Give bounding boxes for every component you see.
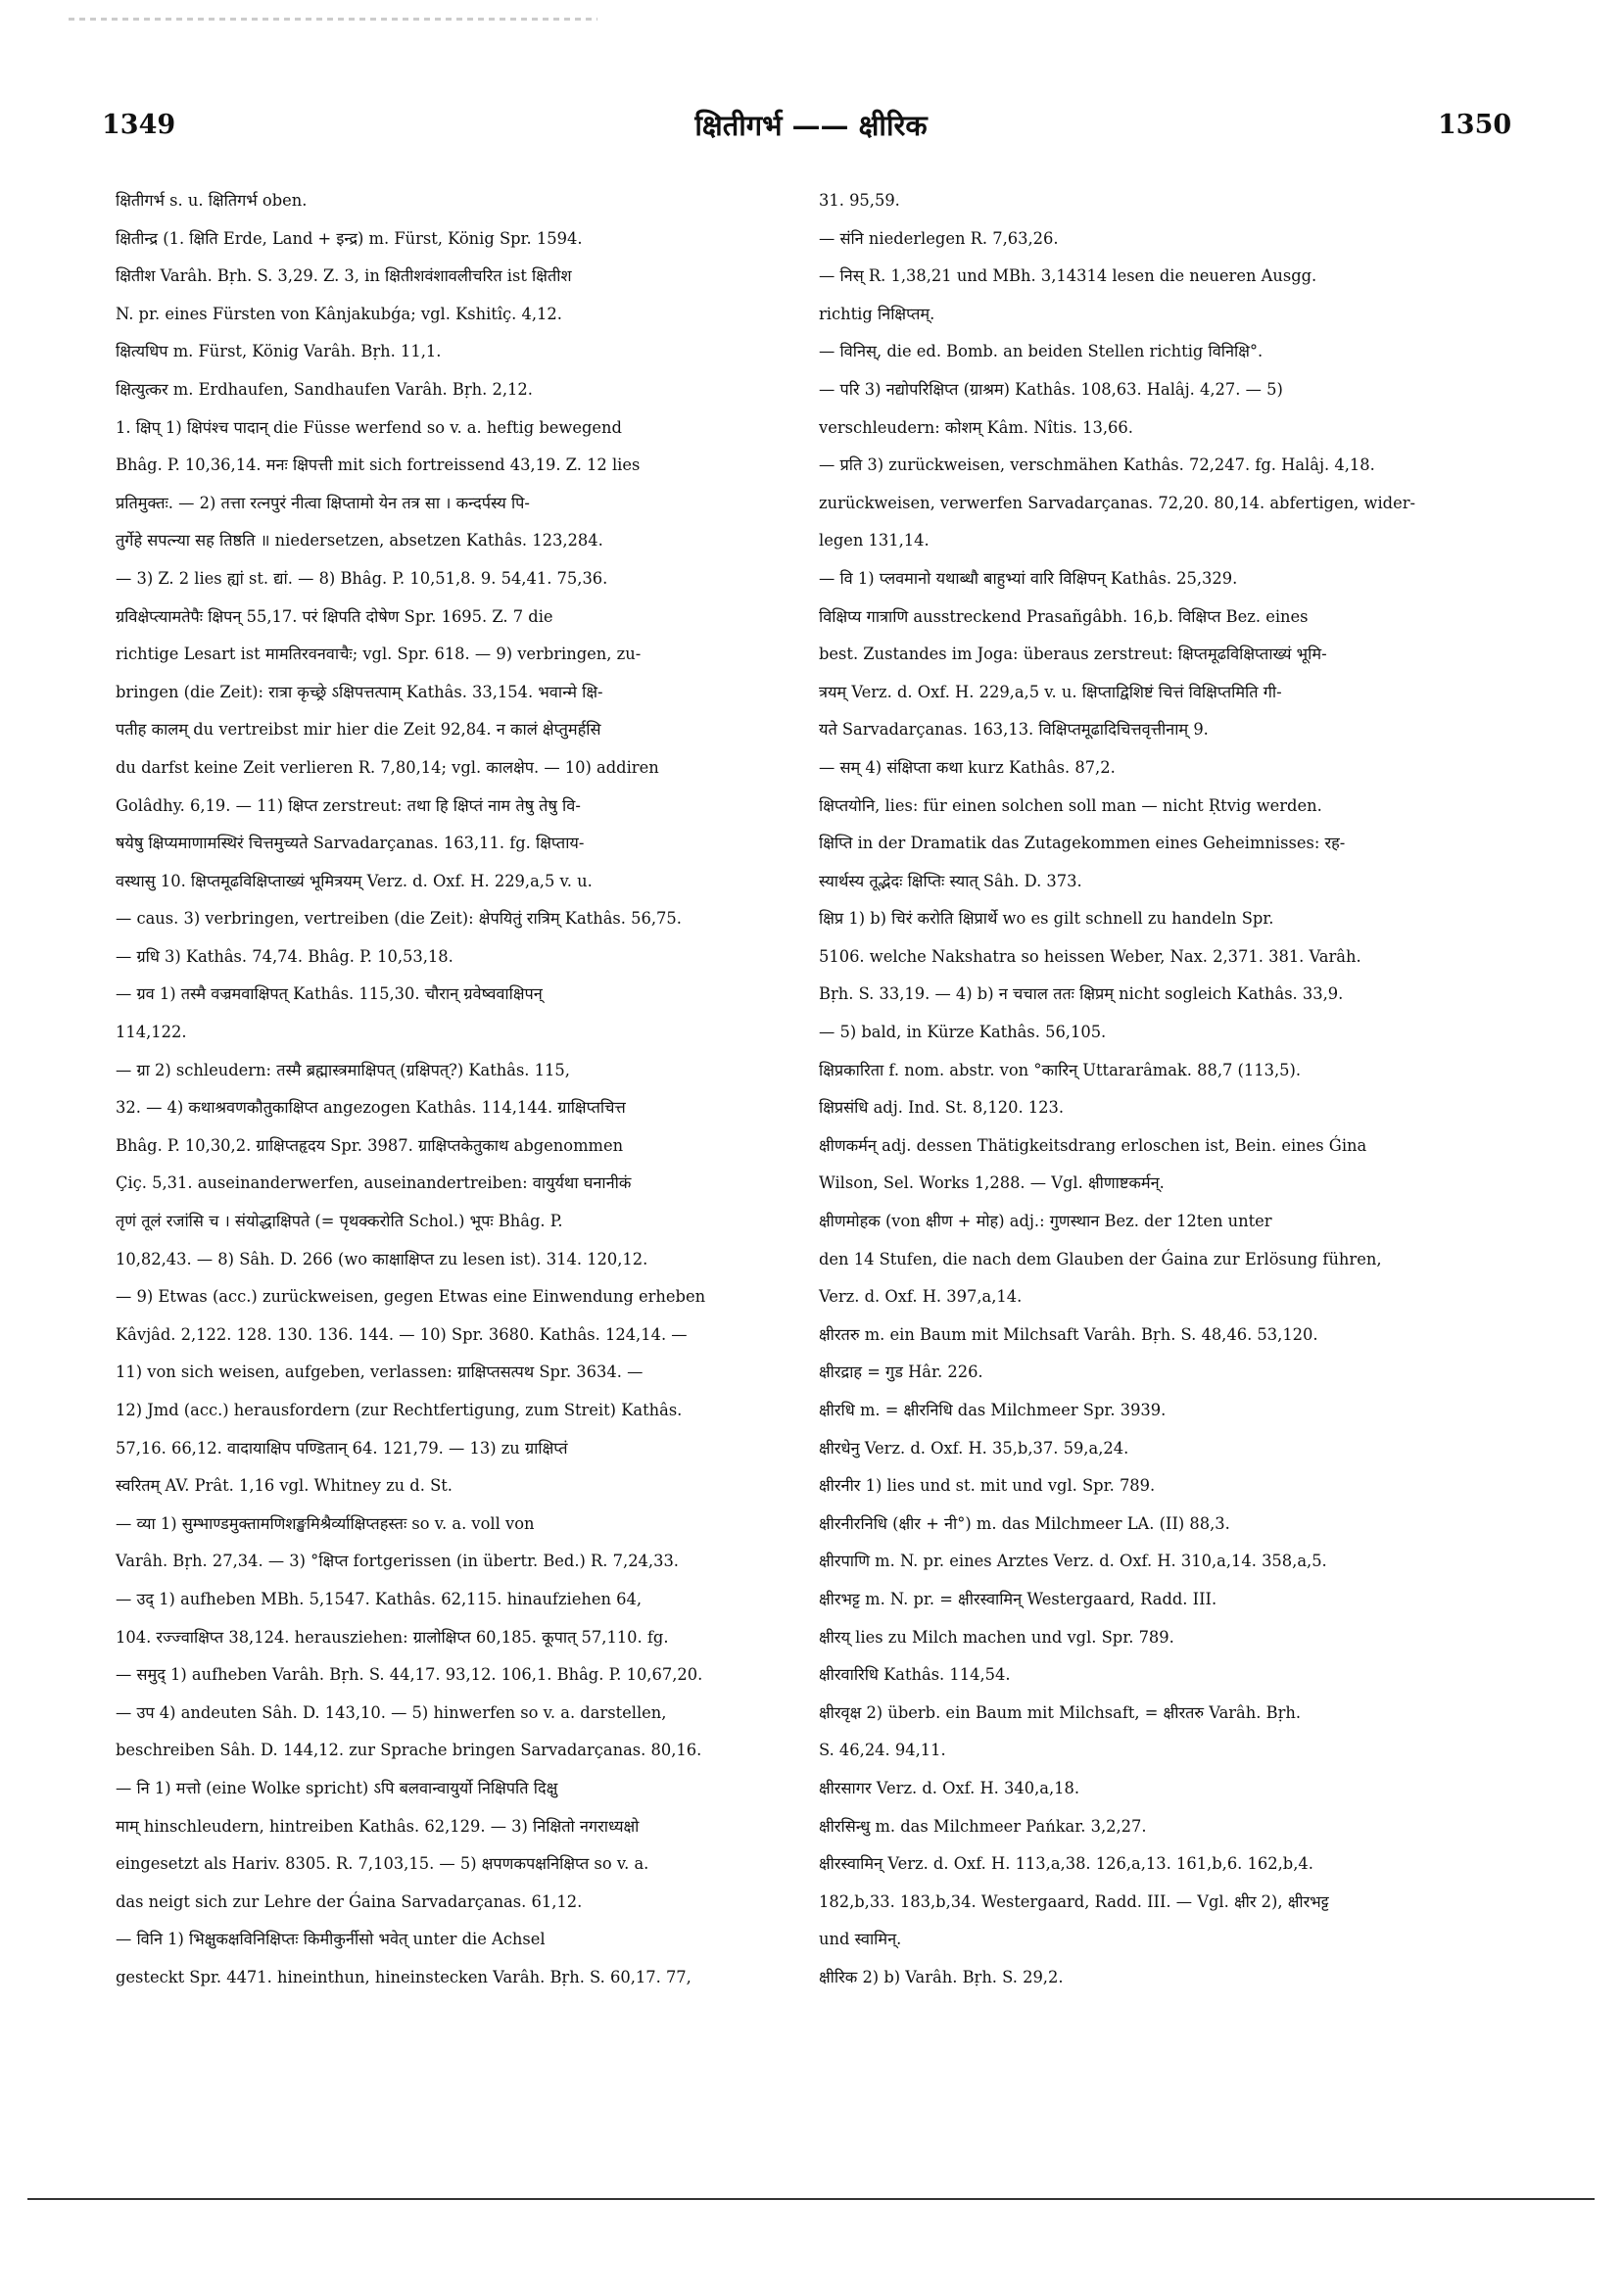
dictionary-line: क्षीरसागर Verz. d. Oxf. H. 340,a,18. — [819, 1778, 1080, 1797]
dictionary-line: क्षीरधेनु Verz. d. Oxf. H. 35,b,37. 59,a,24. — [819, 1438, 1129, 1458]
dictionary-line: त्रयम् Verz. d. Oxf. H. 229,a,5 v. u. क्षिप्ताद्विशिष्टं चित्तं विक्षिप्तमिति गी- — [819, 682, 1282, 701]
dictionary-line: Kâvjâd. 2,122. 128. 130. 136. 144. — 10) Spr. 3680. Kathâs. 124,14. — — [116, 1324, 688, 1344]
dictionary-line: N. pr. eines Fürsten von Kânjakubǵa; vgl. Kshitîç. 4,12. — [116, 304, 562, 323]
dictionary-line: — 9) Etwas (acc.) zurückweisen, gegen Etwas eine Einwendung erheben — [116, 1287, 706, 1307]
dictionary-line: स्यार्थस्य तूद्भेदः क्षिप्तिः स्यात् Sâh. D. 373. — [819, 871, 1082, 890]
dictionary-line: स्वरितम् AV. Prât. 1,16 vgl. Whitney zu d. St. — [116, 1476, 453, 1496]
dictionary-line: — प्रति 3) zurückweisen, verschmähen Kathâs. 72,247. fg. Halâj. 4,18. — [819, 455, 1375, 475]
dictionary-line: S. 46,24. 94,11. — [819, 1741, 946, 1760]
dictionary-line: क्षीरिक 2) b) Varâh. Bṛh. S. 29,2. — [819, 1967, 1064, 1986]
dictionary-line: Bhâg. P. 10,36,14. मनः क्षिपत्ती mit sich fortreissend 43,19. Z. 12 lies — [116, 455, 641, 475]
dictionary-line: क्षीरपाणि m. N. pr. eines Arztes Verz. d. Oxf. H. 310,a,14. 358,a,5. — [819, 1552, 1327, 1571]
dictionary-line: zurückweisen, verwerfen Sarvadarçanas. 72,20. 80,14. abfertigen, wider- — [819, 493, 1416, 512]
dictionary-line: — ग्रधि 3) Kathâs. 74,74. Bhâg. P. 10,53,18. — [116, 946, 453, 966]
dictionary-line: क्षीरनीरनिधि (क्षीर + नी°) m. das Milchmeer LA. (II) 88,3. — [819, 1513, 1230, 1533]
page-number-right: 1350 — [1438, 110, 1512, 140]
bottom-rule — [27, 2198, 1595, 2200]
dictionary-line: 10,82,43. — 8) Sâh. D. 266 (wo काक्षाक्षिप्त zu lesen ist). 314. 120,12. — [116, 1249, 648, 1268]
dictionary-line: क्षीणकर्मन् adj. dessen Thätigkeitsdrang erloschen ist, Bein. eines Ǵina — [819, 1135, 1367, 1155]
dictionary-line: beschreiben Sâh. D. 144,12. zur Sprache bringen Sarvadarçanas. 80,16. — [116, 1741, 702, 1760]
dictionary-line: तृणं तूलं रजांसि च । संयोद्धाक्षिपते (= पृथक्करोति Schol.) भूपः Bhâg. P. — [116, 1212, 563, 1231]
dictionary-line: प्रतिमुक्तः. — 2) तत्ता रत्नपुरं नीत्वा क्षिप्तामो येन तत्र सा । कन्दर्पस्य पि- — [116, 493, 530, 512]
dictionary-line: क्षित्यधिप m. Fürst, König Varâh. Bṛh. 11,1. — [116, 342, 442, 361]
dictionary-line: richtige Lesart ist मामतिरवनवाचैः; vgl. Spr. 618. — 9) verbringen, zu- — [116, 645, 642, 664]
dictionary-line: — विनिस्, die ed. Bomb. an beiden Stellen richtig विनिक्षि°. — [819, 342, 1264, 361]
dictionary-line: पतीह कालम् du vertreibst mir hier die Zeit 92,84. न कालं क्षेप्तुमर्हसि — [116, 720, 601, 740]
dictionary-line: क्षीरद्राह = गुड Hâr. 226. — [819, 1363, 983, 1382]
dictionary-line: ग्रविक्षेप्त्यामतेपैः क्षिपन् 55,17. परं क्षिपति दोषेण Spr. 1695. Z. 7 die — [116, 606, 553, 626]
dictionary-line: — सम् 4) संक्षिप्ता कथा kurz Kathâs. 87,2. — [819, 757, 1116, 777]
dictionary-line: षयेषु क्षिप्यमाणामस्थिरं चित्तमुच्यते Sarvadarçanas. 163,11. fg. क्षिप्ताय- — [116, 834, 585, 853]
dictionary-line: eingesetzt als Hariv. 8305. R. 7,103,15. — 5) क्षपणकपक्षनिक्षिप्त so v. a. — [116, 1854, 649, 1874]
dictionary-line: — नि 1) मत्तो (eine Wolke spricht) ऽपि बलवान्वायुर्यो निक्षिपति दिक्षु — [116, 1778, 558, 1797]
dictionary-line: 1. क्षिप् 1) क्षिपंश्च पादान् die Füsse werfend so v. a. heftig bewegend — [116, 417, 622, 437]
dictionary-line: Bhâg. P. 10,30,2. ग्राक्षिप्तहृदय Spr. 3987. ग्राक्षिप्तकेतुकाथ abgenommen — [116, 1135, 624, 1155]
dictionary-line: verschleudern: कोशम् Kâm. Nîtis. 13,66. — [819, 417, 1133, 437]
dictionary-line: — विनि 1) भिक्षुकक्षविनिक्षिप्तः किमीकुर्नीसो भवेत् unter die Achsel — [116, 1930, 546, 1949]
dictionary-line: क्षिप्र 1) b) चिरं करोति क्षिप्रार्थे wo es gilt schnell zu handeln Spr. — [819, 909, 1274, 929]
dictionary-line: — उप 4) andeuten Sâh. D. 143,10. — 5) hinwerfen so v. a. darstellen, — [116, 1702, 667, 1722]
dictionary-line: Golâdhy. 6,19. — 11) क्षिप्त zerstreut: तथा हि क्षिप्तं नाम तेषु तेषु वि- — [116, 795, 581, 815]
dictionary-line: best. Zustandes im Joga: überaus zerstreut: क्षिप्तमूढविक्षिप्ताख्यं भूमि- — [819, 645, 1327, 664]
dictionary-line: Bṛh. S. 33,19. — 4) b) न चचाल ततः क्षिप्रम् nicht sogleich Kathâs. 33,9. — [819, 984, 1344, 1004]
dictionary-line: Wilson, Sel. Works 1,288. — Vgl. क्षीणाष्टकर्मन्. — [819, 1173, 1165, 1193]
dictionary-line: वस्थासु 10. क्षिप्तमूढविक्षिप्ताख्यं भूमित्रयम् Verz. d. Oxf. H. 229,a,5 v. u. — [116, 871, 593, 890]
dictionary-line: 31. 95,59. — [819, 191, 900, 210]
dictionary-line: 12) Jmd (acc.) herausfordern (zur Rechtfertigung, zum Streit) Kathâs. — [116, 1401, 683, 1419]
dictionary-line: क्षीरय् lies zu Milch machen und vgl. Spr. 789. — [819, 1627, 1174, 1647]
dictionary-line: — caus. 3) verbringen, vertreiben (die Zeit): क्षेपयितुं रात्रिम् Kathâs. 56,75. — [116, 909, 682, 929]
dictionary-line: — वि 1) प्लवमानो यथाब्धौ बाहुभ्यां वारि विक्षिपन् Kathâs. 25,329. — [819, 568, 1238, 588]
dictionary-line: — उद् 1) aufheben MBh. 5,1547. Kathâs. 62,115. hinaufziehen 64, — [116, 1589, 643, 1608]
right-column — [819, 182, 1526, 1997]
dictionary-line: क्षीरधि m. = क्षीरनिधि das Milchmeer Spr. 3939. — [819, 1401, 1167, 1419]
dictionary-line: — ग्रा 2) schleudern: तस्मै ब्रह्मास्त्रमाक्षिपत् (ग्रक्षिपत्?) Kathâs. 115, — [116, 1060, 570, 1079]
dictionary-line: 11) von sich weisen, aufgeben, verlassen: ग्राक्षिप्तसत्पथ Spr. 3634. — — [116, 1363, 644, 1382]
dictionary-line: gesteckt Spr. 4471. hineinthun, hineinstecken Varâh. Bṛh. S. 60,17. 77, — [116, 1967, 692, 1986]
dictionary-line: — ग्रव 1) तस्मै वज्रमवाक्षिपत् Kathâs. 115,30. चौरान् ग्रवेष्ववाक्षिपन् — [116, 984, 543, 1004]
dictionary-line: क्षिप्तयोनि, lies: für einen solchen soll man — nicht Ṛtvig werden. — [819, 795, 1322, 815]
dictionary-line: bringen (die Zeit): रात्रा कृच्छ्रे ऽक्षिपत्तत्पाम् Kathâs. 33,154. भवान्मे क्षि- — [116, 682, 603, 701]
dictionary-line: क्षीरतरु m. ein Baum mit Milchsaft Varâh. Bṛh. S. 48,46. 53,120. — [819, 1324, 1318, 1344]
dictionary-line: क्षितीश Varâh. Bṛh. S. 3,29. Z. 3, in क्षितीशवंशावलीचरित ist क्षितीश — [116, 266, 572, 286]
dictionary-line: Verz. d. Oxf. H. 397,a,14. — [819, 1287, 1023, 1307]
dictionary-line: 182,b,33. 183,b,34. Westergaard, Radd. III. — Vgl. क्षीर 2), क्षीरभट्ट — [819, 1891, 1329, 1911]
dictionary-line: — निस् R. 1,38,21 und MBh. 3,14314 lesen die neueren Ausgg. — [819, 266, 1317, 286]
dictionary-line: du darfst keine Zeit verlieren R. 7,80,14; vgl. कालक्षेप. — 10) addiren — [116, 757, 659, 777]
dictionary-line: 104. रज्ज्वाक्षिप्त 38,124. herausziehen: ग्रालोक्षिप्त 60,185. कूपात् 57,110. fg. — [116, 1627, 669, 1647]
dictionary-line: क्षिप्रसंधि adj. Ind. St. 8,120. 123. — [819, 1098, 1065, 1118]
dictionary-line: क्षीरवारिधि Kathâs. 114,54. — [819, 1665, 1011, 1685]
dictionary-line: 114,122. — [116, 1023, 187, 1042]
dictionary-line: — परि 3) नद्योपरिक्षिप्त (ग्राश्रम) Kathâs. 108,63. Halâj. 4,27. — 5) — [819, 379, 1283, 399]
dictionary-line: क्षिप्रकारिता f. nom. abstr. von °कारिन् Uttararâmak. 88,7 (113,5). — [819, 1060, 1302, 1079]
dictionary-line: क्षीरभट्ट m. N. pr. = क्षीरस्वामिन् Westergaard, Radd. III. — [819, 1589, 1217, 1608]
dictionary-line: — संनि niederlegen R. 7,63,26. — [819, 228, 1059, 248]
dictionary-line: — व्या 1) सुम्भाण्डमुक्तामणिशङ्खमिश्रैर्व्याक्षिप्तहस्तः so v. a. voll von — [116, 1513, 535, 1533]
dictionary-line: den 14 Stufen, die nach dem Glauben der Ǵaina zur Erlösung führen, — [819, 1249, 1382, 1268]
dictionary-line: — 3) Z. 2 lies ह्यां st. द्यां. — 8) Bhâg. P. 10,51,8. 9. 54,41. 75,36. — [116, 568, 608, 588]
dictionary-line: क्षित्युत्कर m. Erdhaufen, Sandhaufen Varâh. Bṛh. 2,12. — [116, 379, 533, 399]
left-column — [116, 182, 807, 1997]
dictionary-line: विक्षिप्य गात्राणि ausstreckend Prasañgâbh. 16,b. विक्षिप्त Bez. eines — [819, 606, 1309, 626]
dictionary-line: das neigt sich zur Lehre der Ǵaina Sarvadarçanas. 61,12. — [116, 1891, 583, 1911]
dictionary-line: क्षीरसिन्धु m. das Milchmeer Pańkar. 3,2,27. — [819, 1816, 1147, 1836]
dictionary-line: 57,16. 66,12. वादायाक्षिप पण्डितान् 64. 121,79. — 13) zu ग्राक्षिप्तं — [116, 1438, 568, 1458]
dictionary-line: माम् hinschleudern, hintreiben Kathâs. 62,129. — 3) निक्षितो नगराध्यक्षो — [116, 1816, 640, 1836]
dictionary-line: क्षीरवृक्ष 2) überb. ein Baum mit Milchsaft, = क्षीरतरु Varâh. Bṛh. — [819, 1702, 1302, 1722]
dictionary-line: Çiç. 5,31. auseinanderwerfen, auseinandertreiben: वायुर्यथा घनानीकं — [116, 1173, 632, 1193]
dictionary-line: 32. — 4) कथाश्रवणकौतुकाक्षिप्त angezogen Kathâs. 114,144. ग्राक्षिप्तचित्त — [116, 1098, 626, 1118]
dictionary-line: क्षितीन्द्र (1. क्षिति Erde, Land + इन्द्र) m. Fürst, König Spr. 1594. — [116, 228, 583, 248]
dictionary-line: richtig निक्षिप्तम्. — [819, 304, 935, 323]
dictionary-line: क्षीणमोहक (von क्षीण + मोह) adj.: गुणस्थान Bez. der 12ten unter — [819, 1212, 1272, 1231]
dictionary-line: यते Sarvadarçanas. 163,13. विक्षिप्तमूढादिचित्तवृत्तीनाम् 9. — [819, 720, 1209, 740]
dictionary-line: तुर्गेहे सपत्न्या सह तिष्ठति ॥ niedersetzen, absetzen Kathâs. 123,284. — [116, 531, 603, 550]
dictionary-line: Varâh. Bṛh. 27,34. — 3) °क्षिप्त fortgerissen (in übertr. Bed.) R. 7,24,33. — [116, 1552, 679, 1571]
page-number-left: 1349 — [102, 110, 176, 140]
dictionary-line: legen 131,14. — [819, 531, 930, 550]
dictionary-line: क्षिप्ति in der Dramatik das Zutagekommen eines Geheimnisses: रह- — [819, 834, 1346, 853]
dictionary-line: क्षीरस्वामिन् Verz. d. Oxf. H. 113,a,38. 126,a,13. 161,b,6. 162,b,4. — [819, 1854, 1313, 1874]
dictionary-line: 5106. welche Nakshatra so heissen Weber, Nax. 2,371. 381. Varâh. — [819, 946, 1361, 966]
dictionary-line: — समुद् 1) aufheben Varâh. Bṛh. S. 44,17. 93,12. 106,1. Bhâg. P. 10,67,20. — [116, 1665, 703, 1685]
dictionary-line: — 5) bald, in Kürze Kathâs. 56,105. — [819, 1023, 1107, 1042]
running-head: क्षितीगर्भ —— क्षीरिक — [694, 109, 928, 142]
dictionary-line: und स्वामिन्. — [819, 1930, 902, 1949]
dictionary-line: क्षितीगर्भ s. u. क्षितिगर्भ oben. — [116, 191, 308, 210]
scan-margin-noise — [69, 18, 597, 21]
dictionary-line: क्षीरनीर 1) lies und st. mit und vgl. Spr. 789. — [819, 1476, 1156, 1496]
